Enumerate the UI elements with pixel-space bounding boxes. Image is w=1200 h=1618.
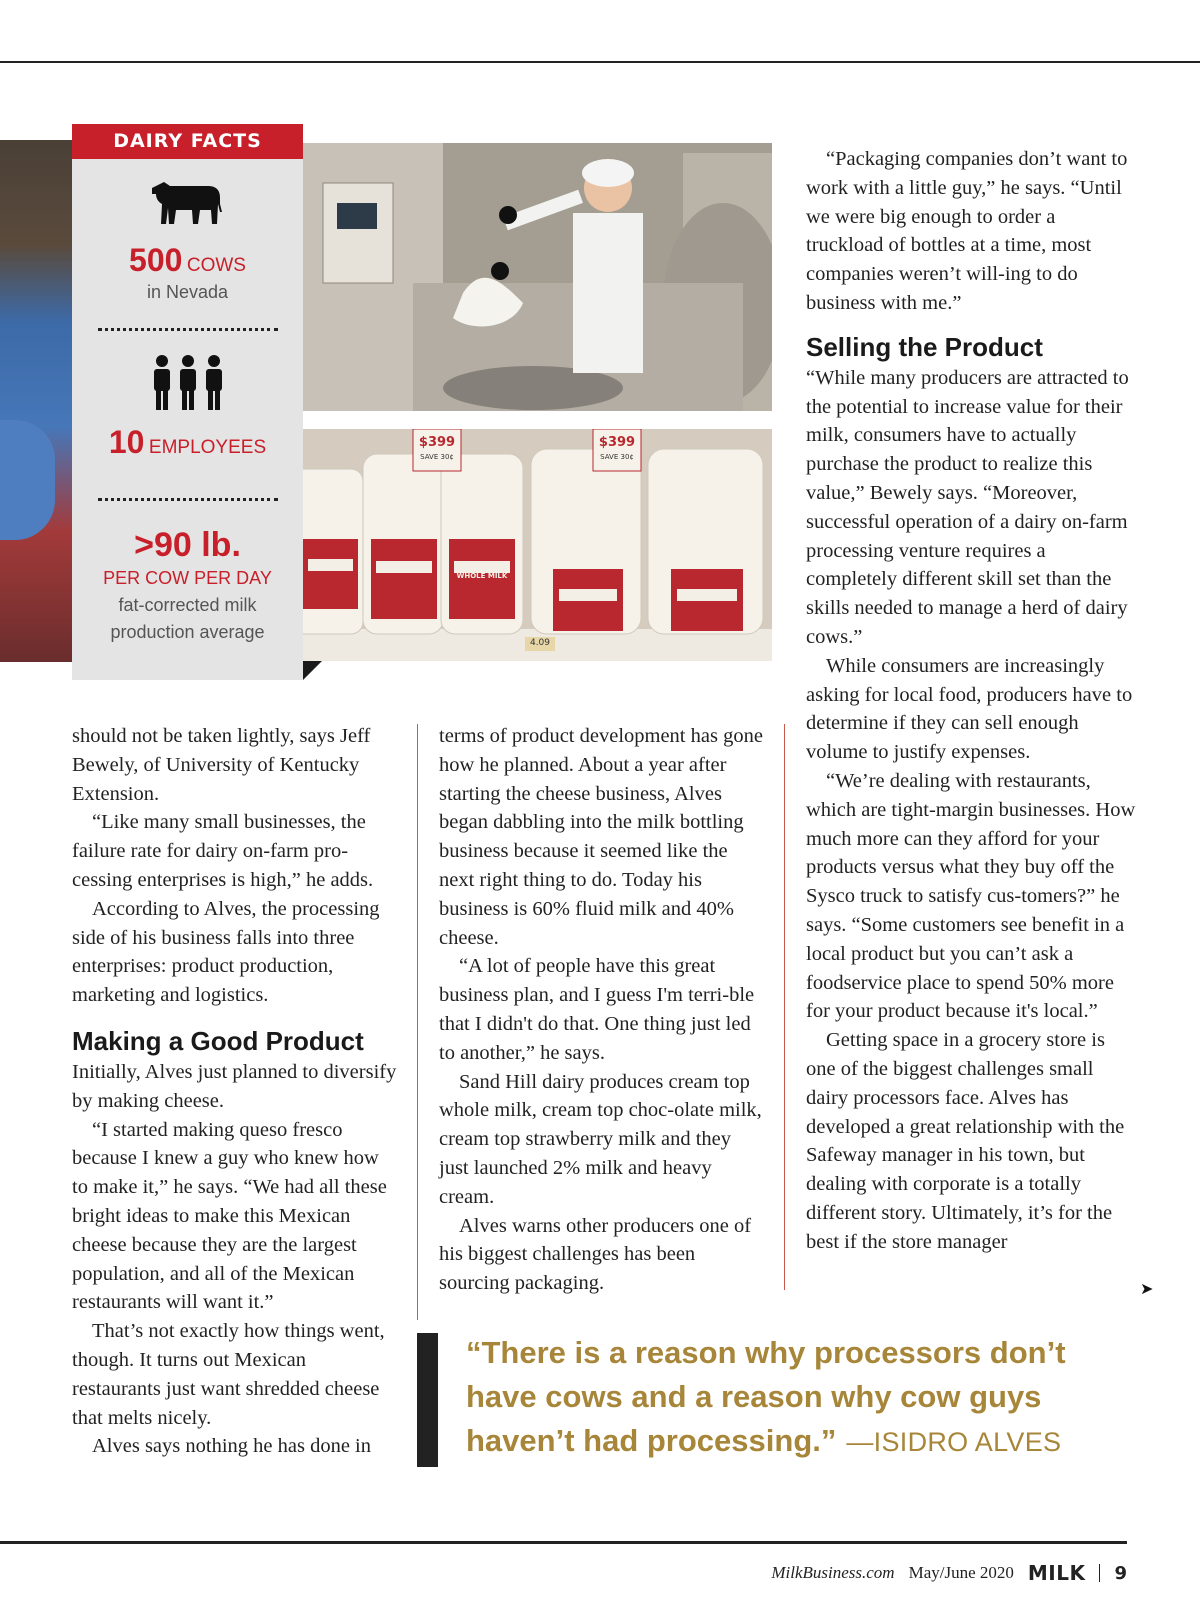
paragraph: While consumers are increasingly asking for local food, producers have to determine if they can sell enough volume to justify expenses. — [806, 654, 1133, 764]
dotted-divider — [98, 498, 278, 501]
article-column-1 — [72, 722, 397, 1461]
cows-unit: COWS — [186, 255, 246, 276]
employees-unit: EMPLOYEES — [148, 437, 267, 458]
paragraph: “We’re dealing with restaurants, which are tight-margin businesses. How much more can they afford for your products versus what they buy off the Sysco truck to satisfy cus-tomers?” he says. “Some customers see benefit in a local product but you can’t ask a foodservice place to spend 50% more for your product because it's local.” — [806, 769, 1136, 1023]
price-tag-1: $399 — [418, 435, 456, 450]
pullquote-line-1: “There is a reason why processors don’t — [466, 1335, 1066, 1370]
cow-icon — [72, 172, 303, 237]
footer-issue: May/June 2020 — [908, 1563, 1014, 1582]
save-tag-2: SAVE 30¢ — [600, 453, 634, 461]
fact-employees — [72, 424, 303, 461]
page-number: 9 — [1114, 1562, 1127, 1584]
subheading-selling-product: Selling the Product — [806, 331, 1043, 362]
edge-photo-worker — [0, 140, 72, 662]
continue-arrow-icon: ➤ — [1140, 1279, 1154, 1298]
column-rule-1 — [417, 724, 418, 1320]
blue-sleeve — [0, 420, 55, 540]
paragraph: “Like many small businesses, the failure rate for dairy on-farm pro-cessing enterprises is high,” he adds. — [72, 811, 374, 891]
paragraph: “I started making queso fresco because I knew a guy who knew how to make it,” he says. “We had all these bright ideas to make this Mexican cheese because they are the largest population, and all of the Mexican restaurants will want it.” — [72, 1118, 387, 1314]
dairy-facts-header: DAIRY FACTS — [72, 124, 303, 159]
fact-cows — [72, 242, 303, 306]
paragraph: That’s not exactly how things went, though. It turns out Mexican restaurants just want shredded cheese that melts nicely. — [72, 1320, 385, 1429]
footer-brand-logo: MILK — [1027, 1561, 1086, 1585]
pullquote-bar — [417, 1333, 438, 1467]
column-rule-2 — [784, 724, 785, 1290]
footer-website: MilkBusiness.com — [771, 1563, 895, 1582]
paragraph: “A lot of people have this great business plan, and I guess I'm terri-ble that I didn't do that. One thing just led to another,” he says. — [439, 955, 755, 1064]
production-desc-1: fat-corrected milk — [118, 595, 257, 615]
pullquote-attribution: —ISIDRO ALVES — [846, 1427, 1062, 1457]
paragraph: Alves says nothing he has done in — [92, 1435, 371, 1458]
paragraph: should not be taken lightly, says Jeff Bewely, of University of Kentucky Extension. — [72, 725, 371, 805]
pullquote — [466, 1331, 1156, 1464]
jug-label: WHOLE MILK — [456, 572, 508, 580]
paragraph: Initially, Alves just planned to diversify by making cheese. — [72, 1060, 397, 1112]
photo-cheese-making — [303, 143, 772, 411]
paragraph: Alves warns other producers one of his biggest challenges has been sourcing packaging. — [439, 1214, 752, 1295]
people-icon — [72, 354, 303, 417]
paragraph: terms of product development has gone how he planned. About a year after starting the cheese business, Alves began dabbling into the milk bottling business because it seemed like the next right thing to do. Today his business is 60% fluid milk and 40% cheese. — [439, 725, 763, 949]
shelf-price: 4.09 — [529, 638, 551, 648]
cows-location: in Nevada — [146, 282, 229, 302]
page-footer — [771, 1561, 1127, 1585]
paragraph: Getting space in a grocery store is one of the biggest challenges small dairy processors face. Alves has developed a great relationship with the Safeway manager in his town, but dealing with corporate is a totally different story. Ultimately, it’s for the best if the store manager — [806, 1029, 1125, 1253]
subheading-making-product: Making a Good Product — [72, 1025, 364, 1056]
article-column-2 — [439, 722, 764, 1298]
paragraph: Sand Hill dairy produces cream top whole milk, cream top choc-olate milk, cream top strawberry milk and they just launched 2% milk and heavy cream. — [439, 1070, 762, 1208]
employees-number: 10 — [108, 424, 145, 460]
production-unit: PER COW PER DAY — [103, 568, 272, 588]
paragraph: According to Alves, the processing side of his business falls into three enterprises: product production, marketing and logistics. — [72, 897, 380, 1007]
dairy-facts-box — [72, 124, 303, 680]
fact-production — [72, 526, 303, 646]
paragraph: “Packaging companies don’t want to work with a little guy,” he says. “Until we were big enough to order a truckload of bottles at a time, most companies weren’t will-ing to do business with me.” — [806, 148, 1128, 314]
footer-separator — [1099, 1564, 1100, 1582]
bottom-rule — [0, 1541, 1127, 1544]
photo-milk-jugs — [303, 429, 772, 661]
pullquote-line-2: have cows and a reason why cow guys — [466, 1379, 1042, 1414]
production-desc-2: production average — [110, 622, 265, 642]
top-rule — [0, 61, 1200, 63]
article-column-3 — [806, 145, 1136, 1256]
paragraph: “While many producers are attracted to the potential to increase value for their milk, consumers have to actually purchase the product to realize this value,” Bewely says. “Moreover, successful operation of a dairy on-farm processing venture requires a completely different skill set than the skills needed to manage a herd of dairy cows.” — [806, 366, 1129, 648]
dotted-divider — [98, 328, 278, 331]
cows-number: 500 — [129, 242, 183, 278]
production-number: >90 lb. — [134, 526, 241, 564]
save-tag-1: SAVE 30¢ — [420, 453, 454, 461]
facts-fold-corner — [303, 658, 325, 680]
price-tag-2: $399 — [598, 435, 636, 450]
pullquote-line-3: haven’t had processing.” — [466, 1423, 837, 1458]
